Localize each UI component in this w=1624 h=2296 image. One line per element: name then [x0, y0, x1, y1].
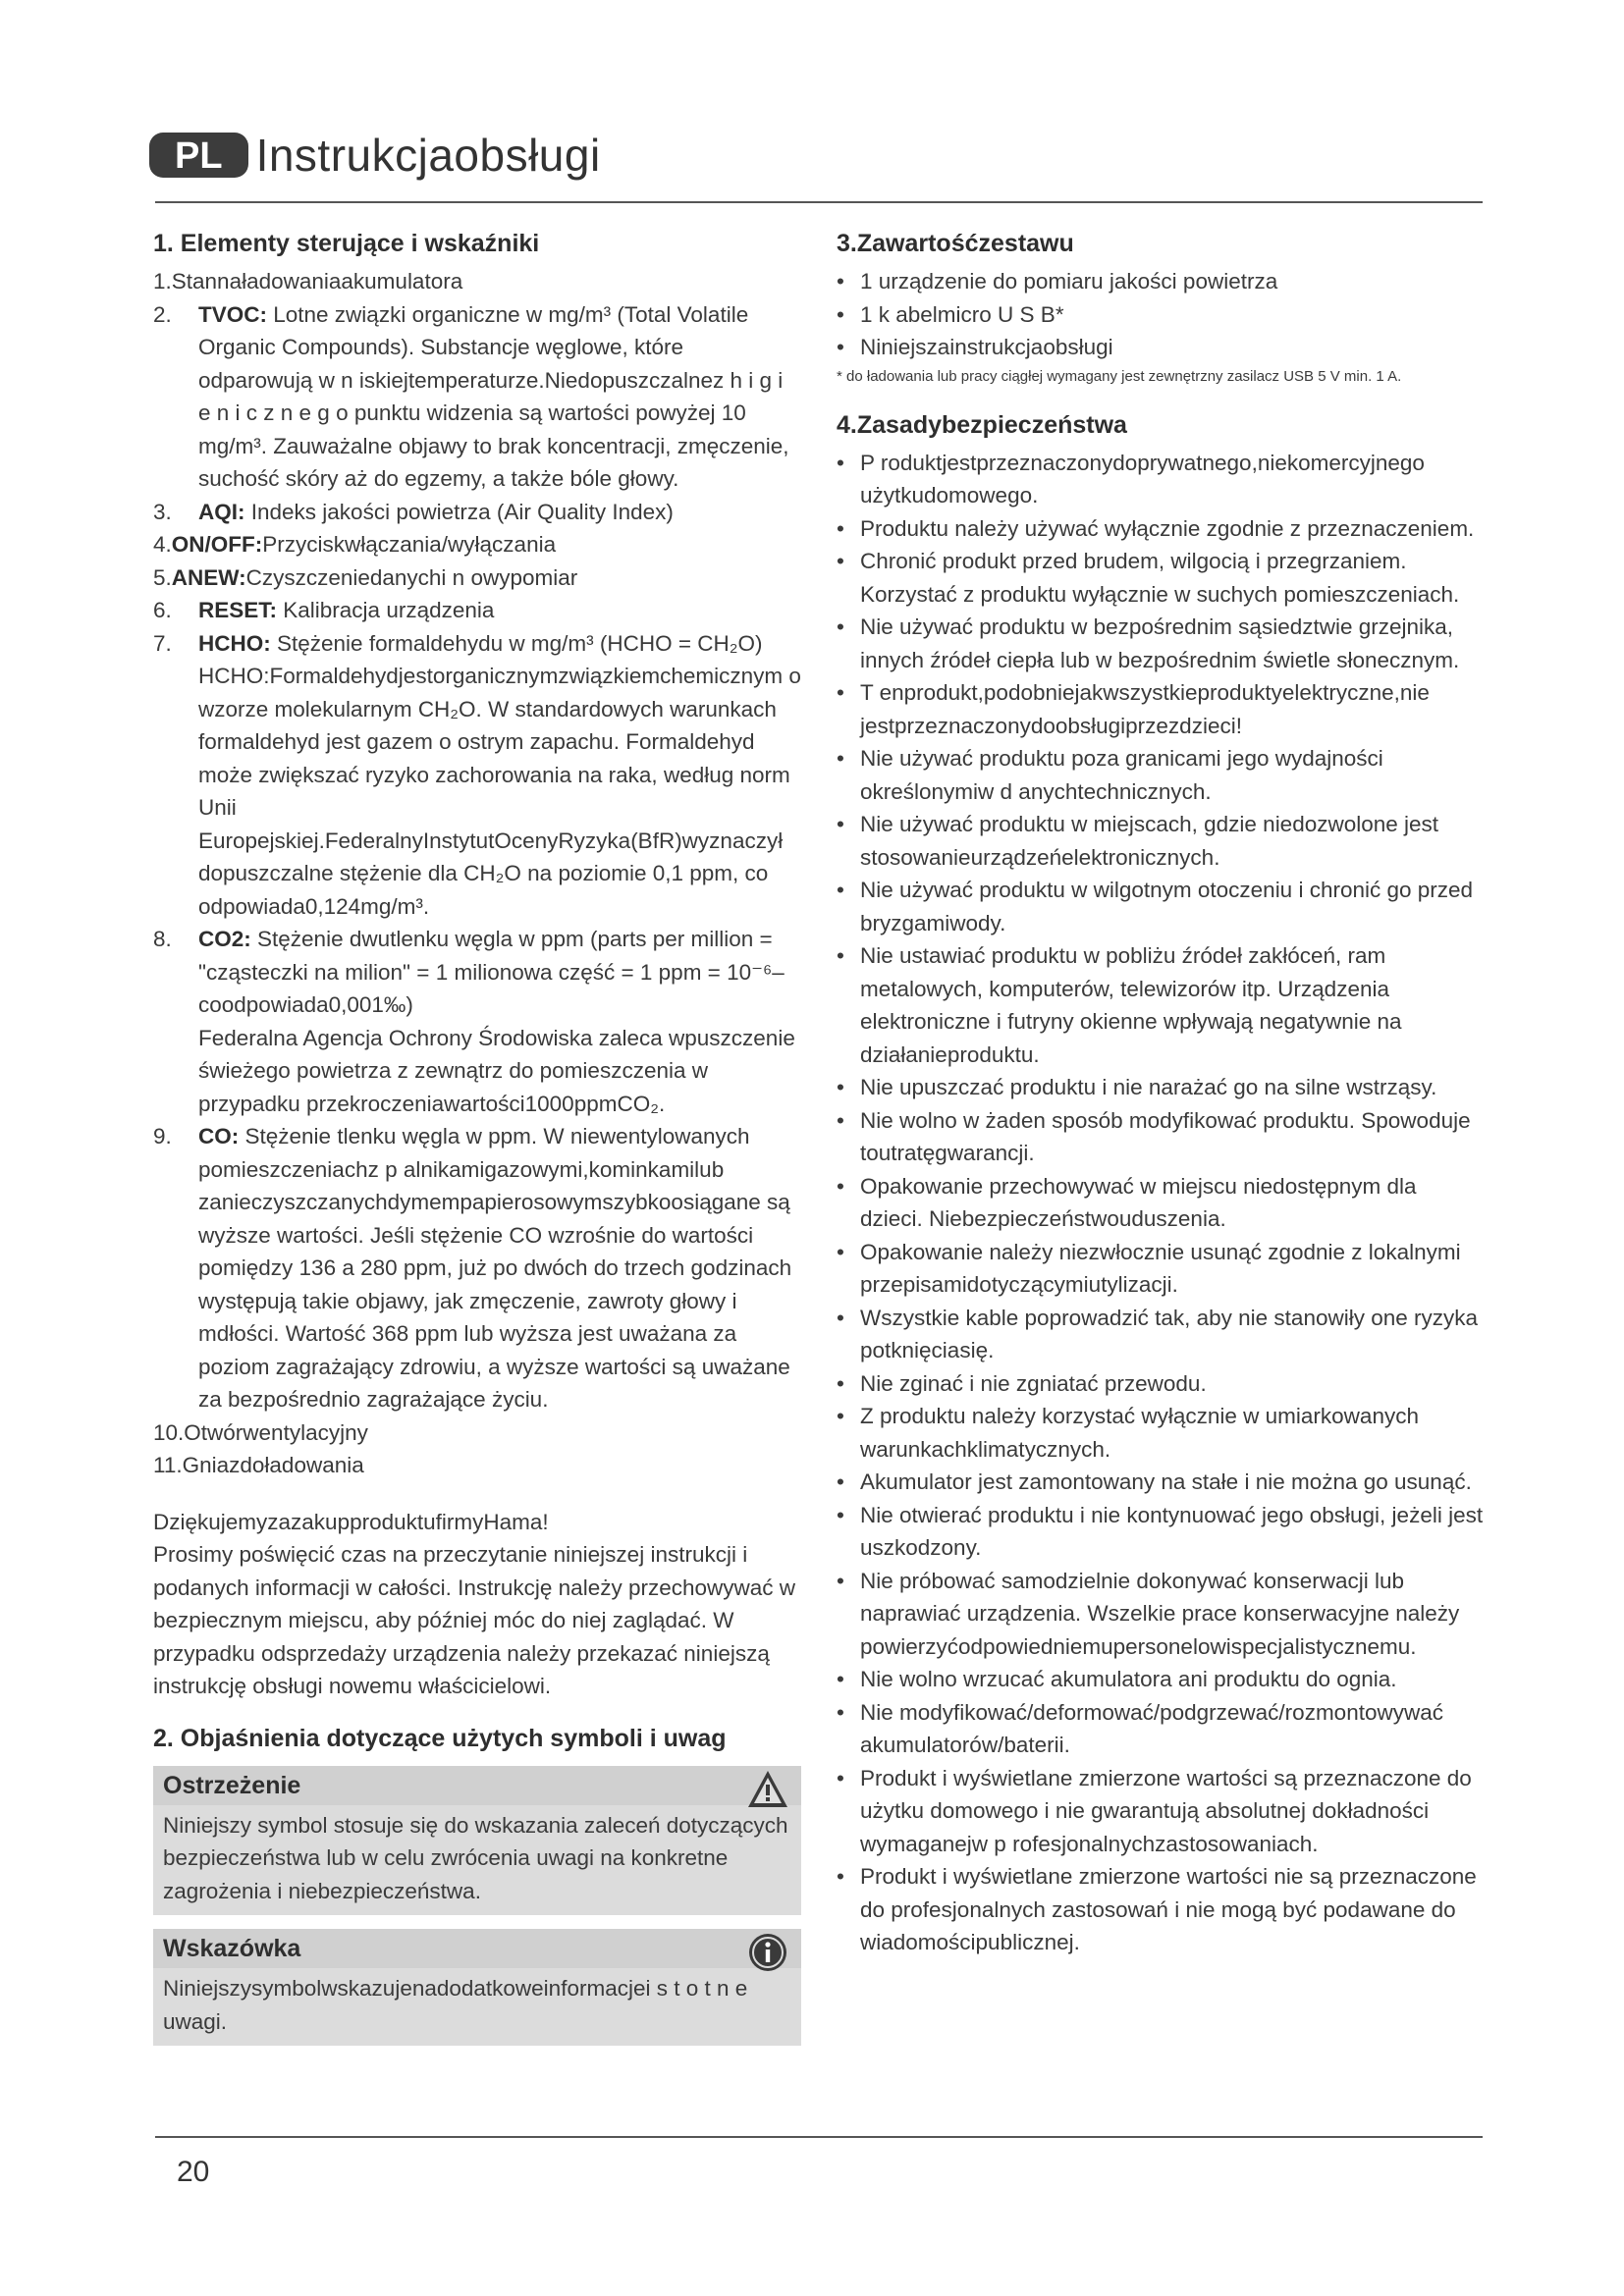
bullet-icon: • [837, 1107, 844, 1133]
bullet-icon: • [837, 1568, 844, 1593]
language-badge: PL [149, 133, 248, 178]
item-text: Stannaładowaniaakumulatora [171, 269, 463, 294]
safety-item [837, 1104, 1485, 1170]
item-number: 1. [153, 269, 172, 294]
warning-box [153, 1766, 801, 1916]
safety-item-text: Opakowanie należy niezwłocznie usunąć zgodnie z lokalnymi przepisamidotyczącymiutylizacji. [860, 1239, 1461, 1297]
item-number: 7. [153, 630, 172, 656]
footnote: * do ładowania lub pracy ciągłej wymagany jest zewnętrzny zasilacz USB 5 V min. 1 A. [837, 367, 1402, 385]
control-item [153, 265, 801, 298]
safety-item [837, 1565, 1485, 1664]
safety-item [837, 1696, 1485, 1762]
bullet-icon: • [837, 1469, 844, 1494]
safety-item-text: Produktu należy używać wyłącznie zgodnie z przeznaczeniem. [860, 515, 1475, 541]
safety-item-text: T enprodukt,podobniejakwszystkieproduktyelektryczne,nie jestprzeznaczonydoobsługiprzezdzieci! [860, 680, 1430, 738]
bullet-icon: • [837, 1502, 844, 1527]
safety-item-text: Z produktu należy korzystać wyłącznie w umiarkowanych warunkachklimatycznych. [860, 1404, 1419, 1462]
safety-item-text: Nie upuszczać produktu i nie narażać go na silne wstrząsy. [860, 1075, 1437, 1099]
safety-item [837, 1762, 1485, 1861]
controls-list [153, 265, 801, 1482]
item-number: 5. [153, 564, 172, 590]
safety-item-text: Nie ustawiać produktu w pobliżu źródeł zakłóceń, ram metalowych, komputerów, telewizorów itp. Urządzenia elektroniczne i futryny okienne wpływają negatywnie na działanieproduktu. [860, 943, 1402, 1067]
safety-item-text: Produkt i wyświetlane zmierzone wartości nie są przeznaczone do profesjonalnych zastosowań i nie mogą być podawane do wiadomościpublicznej. [860, 1864, 1477, 1954]
left-column [153, 226, 801, 2046]
safety-item [837, 1071, 1485, 1104]
item-text-extra: Federalna Agencja Ochrony Środowiska zaleca wpuszczenie świeżego powietrza z zewnątrz do pomieszczenia w przypadku przekroczeniawartości1000ppmCO₂. [198, 1025, 795, 1116]
section-4-title: 4.Zasadybezpieczeństwa [837, 410, 1127, 439]
item-number: 2. [153, 301, 172, 327]
bullet-icon: • [837, 515, 844, 541]
item-text: Stężenie tlenku węgla w ppm. W niewentylowanych pomieszczeniachz p alnikamigazowymi,kominkamilub zanieczyszczanychdymempapierosowymszybkoosiągane są wyższe wartości. Jeśli stężenie CO wzrośnie do wartości pomiędzy 136 a 280 ppm, już po dwóch do trzech godzinach występują takie objawy, jak zmęczenie, zawroty głowy i mdłości. Wartość 368 ppm lub wyższa jest uważana za poziom zagrażający zdrowiu, a wyższe wartości są uważane za bezpośrednio zagrażające życiu. [198, 1124, 792, 1412]
bullet-icon: • [837, 1075, 844, 1099]
warning-title: Ostrzeżenie [153, 1766, 801, 1805]
item-text: Otwórwentylacyjny [184, 1419, 368, 1445]
safety-item [837, 676, 1485, 742]
right-column [837, 226, 1485, 1959]
safety-item [837, 545, 1485, 611]
safety-item [837, 1236, 1485, 1302]
bullet-icon: • [837, 1864, 844, 1889]
safety-item-text: Nie modyfikować/deformować/podgrzewać/rozmontowywać akumulatorów/baterii. [860, 1699, 1443, 1757]
safety-item-text: Nie wolno wrzucać akumulatora ani produktu do ognia. [860, 1667, 1397, 1691]
item-keyword: CO: [198, 1124, 240, 1148]
control-item [153, 1120, 801, 1416]
bullet-icon: • [837, 1305, 844, 1330]
bullet-icon: • [837, 1370, 844, 1396]
safety-item [837, 1663, 1485, 1696]
safety-item-text: Nie używać produktu poza granicami jego wydajności określonymiw d anychtechnicznych. [860, 746, 1383, 804]
bullet-icon: • [837, 269, 844, 294]
safety-item-text: Akumulator jest zamontowany na stałe i nie można go usunąć. [860, 1469, 1472, 1494]
safety-item [837, 1499, 1485, 1565]
item-keyword: TVOC: [198, 301, 267, 327]
safety-item [837, 1170, 1485, 1236]
footer-rule [155, 2136, 1483, 2138]
bullet-icon: • [837, 1404, 844, 1428]
safety-item-text: Nie używać produktu w bezpośrednim sąsiedztwie grzejnika, innych źródeł ciepła lub w bezpośrednim świetle słonecznym. [860, 614, 1460, 672]
bullet-icon: • [837, 450, 844, 475]
intro-text: Prosimy poświęcić czas na przeczytanie niniejszej instrukcji i podanych informacji w całości. Instrukcję należy przechowywać w bezpiecznym miejscu, aby później móc do niej zaglądać. W przypadku odsprzedaży urządzenia należy przekazać niniejszą instrukcję obsługi nowemu właścicielowi. [153, 1542, 796, 1698]
bullet-icon: • [837, 335, 844, 359]
bullet-icon: • [837, 549, 844, 573]
item-text: Stężenie dwutlenku węgla w ppm (parts per million = "cząsteczki na milion" = 1 milionowa część = 1 ppm = 10⁻⁶– coodpowiada0,001‰) [198, 927, 785, 1017]
safety-item-text: Nie zginać i nie zgniatać przewodu. [860, 1370, 1207, 1396]
item-text: Stężenie formaldehydu w mg/m³ (HCHO = CH₂O) HCHO:Formaldehydjestorganicznymzwiązkiemchemicznym o wzorze molekularnym CH₂O. W standardowych warunkach formaldehyd jest gazem o ostrym zapachu. Formaldehyd może zwiększać ryzyko zachorowania na raka, według norm Unii Europejskiej.FederalnyInstytutOcenyRyzyka(BfR)wyznaczył dopuszczalne stężenie dla CH₂O na poziomie 0,1 ppm, co odpowiada0,124mg/m³. [198, 630, 801, 919]
safety-item [837, 1860, 1485, 1959]
item-number: 3. [153, 499, 172, 524]
warning-text: Niniejszy symbol stosuje się do wskazania zaleceń dotyczących bezpieczeństwa lub w celu zwrócenia uwagi na konkretne zagrożenia i niebezpieczeństwa. [163, 1812, 788, 1903]
item-keyword: ANEW: [171, 564, 246, 590]
item-text: Indeks jakości powietrza (Air Quality Index) [244, 499, 674, 524]
safety-item [837, 512, 1485, 546]
bullet-icon: • [837, 1239, 844, 1264]
item-number: 8. [153, 927, 172, 951]
item-keyword: CO2: [198, 927, 251, 951]
item-text: Kalibracja urządzenia [277, 598, 495, 622]
item-keyword: RESET: [198, 598, 278, 622]
control-item [153, 594, 801, 627]
note-box [153, 1929, 801, 2046]
warning-icon [746, 1768, 789, 1811]
item-number: 4. [153, 532, 172, 557]
document-title: Instrukcjaobsługi [255, 130, 601, 181]
control-item [153, 298, 801, 496]
control-item [153, 528, 801, 561]
header-rule [155, 201, 1483, 203]
safety-item [837, 742, 1485, 808]
safety-item [837, 874, 1485, 939]
item-number: 9. [153, 1124, 172, 1148]
bullet-icon: • [837, 680, 844, 705]
item-number: 6. [153, 598, 172, 622]
note-title: Wskazówka [153, 1929, 801, 1968]
info-icon [746, 1931, 789, 1974]
control-item [153, 561, 801, 595]
safety-item [837, 1466, 1485, 1499]
safety-item-text: Nie wolno w żaden sposób modyfikować produktu. Spowoduje toutratęgwarancji. [860, 1107, 1471, 1165]
safety-item-text: Wszystkie kable poprowadzić tak, aby nie stanowiły one ryzyka potknięciasię. [860, 1305, 1479, 1362]
contents-item [837, 331, 1485, 364]
safety-item-text: Opakowanie przechowywać w miejscu niedostępnym dla dzieci. Niebezpieczeństwouduszenia. [860, 1173, 1417, 1231]
item-text: Lotne związki organiczne w mg/m³ (Total Volatile Organic Compounds). Substancje węglowe, które odparowują w n iskiejtemperaturze.Niedopuszczalnez h i g i e n i c z n e g o punktu widzenia są wartości powyżej 10 mg/m³. Zauważalne objawy to brak koncentracji, zmęczenie, suchość skóry aż do egzemy, a także bóle głowy. [198, 301, 789, 491]
bullet-icon: • [837, 812, 844, 836]
item-keyword: AQI: [198, 499, 245, 524]
thanks-text: DziękujemyzazakupproduktufirmyHama! [153, 1509, 549, 1534]
safety-item-text: Produkt i wyświetlane zmierzone wartości są przeznaczone do użytku domowego i nie gwarantują absolutnej dokładności wymaganejw p rofesjonalnychzastosowaniach. [860, 1765, 1472, 1856]
safety-item [837, 808, 1485, 874]
bullet-icon: • [837, 1765, 844, 1790]
contents-item [837, 265, 1485, 298]
bullet-icon: • [837, 878, 844, 902]
page-header [149, 116, 601, 194]
note-text: Niniejszysymbolwskazujenadodatkoweinformacjei s t o t n e uwagi. [163, 1976, 748, 2034]
item-number: 10. [153, 1419, 185, 1445]
safety-item-text: Chronić produkt przed brudem, wilgocią i przegrzaniem. Korzystać z produktu wyłącznie w suchych pomieszczeniach. [860, 549, 1460, 607]
section-3-title: 3.Zawartośćzestawu [837, 230, 1074, 257]
contents-item [837, 298, 1485, 332]
item-keyword: ON/OFF: [171, 532, 263, 557]
page-number: 20 [177, 2156, 210, 2188]
bullet-icon: • [837, 943, 844, 968]
safety-item [837, 447, 1485, 512]
safety-item-text: Nie otwierać produktu i nie kontynuować jego obsługi, jeżeli jest uszkodzony. [860, 1502, 1484, 1560]
contents-item-text: Niniejszainstrukcjaobsługi [860, 335, 1113, 359]
control-item [153, 923, 801, 1120]
item-number: 11. [153, 1453, 183, 1477]
bullet-icon: • [837, 614, 844, 639]
control-item [153, 1449, 801, 1482]
item-text: Gniazdoładowania [182, 1453, 364, 1477]
safety-item [837, 1367, 1485, 1401]
bullet-icon: • [837, 1699, 844, 1725]
bullet-icon: • [837, 301, 844, 327]
safety-item-text: Nie używać produktu w miejscach, gdzie niedozwolone jest stosowanieurządzeńelektronicznych. [860, 812, 1439, 870]
bullet-icon: • [837, 746, 844, 771]
safety-item [837, 1400, 1485, 1466]
contents-item-text: 1 urządzenie do pomiaru jakości powietrza [860, 269, 1278, 294]
bullet-icon: • [837, 1173, 844, 1199]
safety-item-text: Nie używać produktu w wilgotnym otoczeniu i chronić go przed bryzgamiwody. [860, 878, 1474, 935]
safety-item-text: Nie próbować samodzielnie dokonywać konserwacji lub naprawiać urządzenia. Wszelkie prace konserwacyjne należy powierzyćodpowiedniemupersonelowispecjalistycznemu. [860, 1568, 1460, 1659]
package-contents-list [837, 265, 1485, 364]
contents-item-text: 1 k abelmicro U S B* [860, 301, 1064, 327]
item-keyword: HCHO: [198, 630, 271, 656]
safety-item [837, 939, 1485, 1071]
safety-item [837, 611, 1485, 676]
section-2-title: 2. Objaśnienia dotyczące użytych symboli i uwag [153, 1724, 727, 1752]
safety-item-text: P roduktjestprzeznaczonydoprywatnego,niekomercyjnego użytkudomowego. [860, 450, 1425, 507]
item-text: Przyciskwłączania/wyłączania [262, 532, 557, 557]
safety-item [837, 1302, 1485, 1367]
item-text: Czyszczeniedanychi n owypomiar [245, 564, 578, 590]
control-item [153, 1416, 801, 1450]
bullet-icon: • [837, 1667, 844, 1691]
section-1-title: 1. Elementy sterujące i wskaźniki [153, 230, 540, 257]
control-item [153, 496, 801, 529]
control-item [153, 627, 801, 924]
safety-list [837, 447, 1485, 1959]
